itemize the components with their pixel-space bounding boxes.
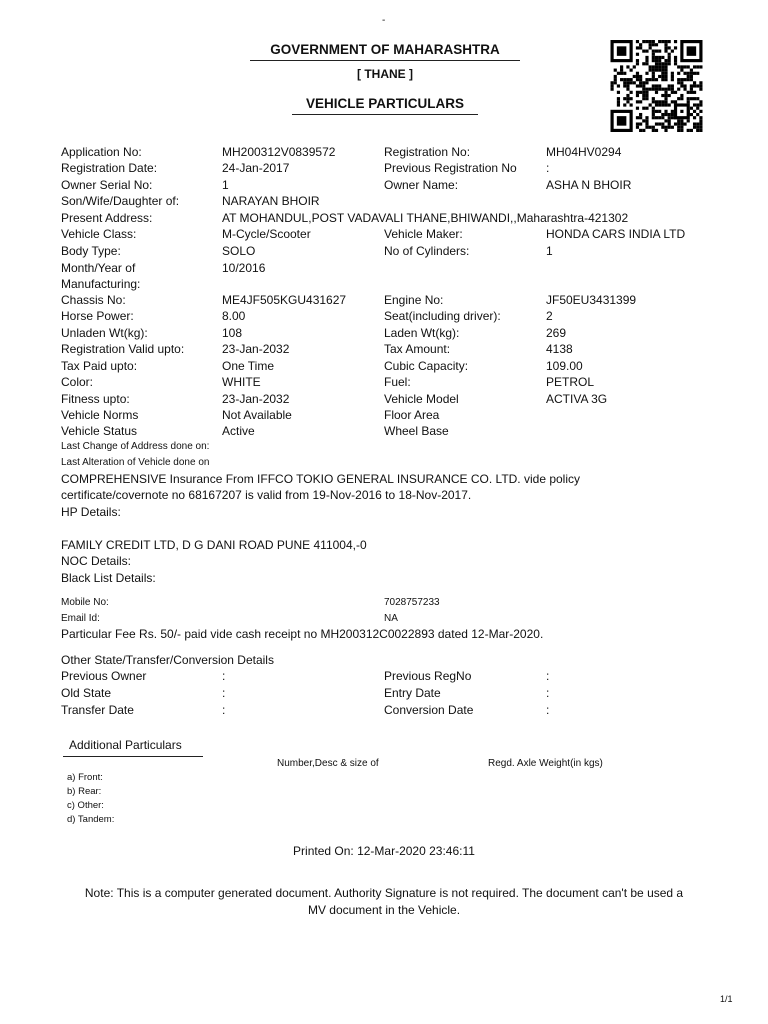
value-registration-no: MH04HV0294 (546, 145, 622, 159)
mobile-value: 7028757233 (384, 597, 440, 608)
value-entry-date: : (546, 686, 550, 700)
insurance-line-1: COMPREHENSIVE Insurance From IFFCO TOKIO GENERAL INSURANCE CO. LTD. vide policy (61, 472, 581, 486)
label-body-type: Body Type: (61, 244, 121, 258)
last-alteration: Last Alteration of Vehicle done on (61, 457, 210, 468)
label-application-no: Application No: (61, 145, 142, 159)
value-present-address: AT MOHANDUL,POST VADAVALI THANE,BHIWANDI,,Maharashtra-421302 (222, 211, 629, 225)
label-tax-amount: Tax Amount: (384, 342, 451, 356)
label-vehicle-maker: Vehicle Maker: (384, 227, 463, 241)
label-engine-no: Engine No: (384, 293, 444, 307)
value-relation: NARAYAN BHOIR (222, 194, 320, 208)
value-vehicle-norms: Not Available (222, 408, 292, 422)
header-dash: - (382, 15, 386, 26)
label-entry-date: Entry Date (384, 686, 441, 700)
value-application-no: MH200312V0839572 (222, 145, 336, 159)
axle-row-rear: b) Rear: (67, 786, 102, 797)
value-no-of-cylinders: 1 (546, 244, 553, 258)
value-vehicle-maker: HONDA CARS INDIA LTD (546, 227, 686, 241)
footer-note-line-1: Note: This is a computer generated document. Authority Signature is not required. The document can't be used a (84, 886, 684, 900)
label-fitness: Fitness upto: (61, 392, 130, 406)
label-registration-valid: Registration Valid upto: (61, 342, 185, 356)
value-owner-name: ASHA N BHOIR (546, 178, 632, 192)
value-registration-valid: 23-Jan-2032 (222, 342, 290, 356)
label-month-year-mfg-line1: Month/Year of (61, 261, 136, 275)
value-vehicle-model: ACTIVA 3G (546, 392, 608, 406)
label-wheel-base: Wheel Base (384, 424, 449, 438)
value-previous-regno: : (546, 669, 550, 683)
axle-row-other: c) Other: (67, 800, 104, 811)
label-relation: Son/Wife/Daughter of: (61, 194, 180, 208)
axle-row-front: a) Front: (67, 772, 103, 783)
label-laden-wt: Laden Wt(kg): (384, 326, 460, 340)
value-body-type: SOLO (222, 244, 256, 258)
value-seating: 2 (546, 309, 553, 323)
document-title: VEHICLE PARTICULARS (292, 96, 478, 115)
value-horse-power: 8.00 (222, 309, 246, 323)
value-transfer-date: : (222, 703, 226, 717)
label-vehicle-class: Vehicle Class: (61, 227, 137, 241)
value-month-year-mfg: 10/2016 (222, 261, 266, 275)
value-unladen-wt: 108 (222, 326, 243, 340)
label-no-of-cylinders: No of Cylinders: (384, 244, 470, 258)
government-heading: GOVERNMENT OF MAHARASHTRA (250, 42, 520, 61)
value-owner-serial-no: 1 (222, 178, 229, 192)
label-vehicle-status: Vehicle Status (61, 424, 138, 438)
value-cubic-capacity: 109.00 (546, 359, 583, 373)
label-fuel: Fuel: (384, 375, 411, 389)
label-old-state: Old State (61, 686, 112, 700)
value-old-state: : (222, 686, 226, 700)
last-change-address: Last Change of Address done on: (61, 441, 210, 452)
label-color: Color: (61, 375, 94, 389)
label-tax-paid: Tax Paid upto: (61, 359, 138, 373)
column-number-desc: Number,Desc & size of (277, 758, 379, 769)
value-tax-amount: 4138 (546, 342, 573, 356)
value-previous-owner: : (222, 669, 226, 683)
value-tax-paid: One Time (222, 359, 275, 373)
value-laden-wt: 269 (546, 326, 567, 340)
label-transfer-date: Transfer Date (61, 703, 134, 717)
value-vehicle-status: Active (222, 424, 255, 438)
office-heading: [ THANE ] (357, 67, 413, 81)
label-floor-area: Floor Area (384, 408, 440, 422)
label-registration-no: Registration No: (384, 145, 471, 159)
label-unladen-wt: Unladen Wt(kg): (61, 326, 148, 340)
column-axle-weight: Regd. Axle Weight(in kgs) (488, 758, 603, 769)
additional-particulars-heading: Additional Particulars (63, 738, 203, 757)
value-fitness: 23-Jan-2032 (222, 392, 290, 406)
label-owner-serial-no: Owner Serial No: (61, 178, 153, 192)
label-vehicle-model: Vehicle Model (384, 392, 459, 406)
label-chassis-no: Chassis No: (61, 293, 126, 307)
value-color: WHITE (222, 375, 261, 389)
value-registration-date: 24-Jan-2017 (222, 161, 290, 175)
label-previous-registration-no: Previous Registration No (384, 161, 517, 175)
value-fuel: PETROL (546, 375, 595, 389)
page-number: 1/1 (720, 994, 733, 1004)
printed-on: Printed On: 12-Mar-2020 23:46:11 (293, 844, 475, 858)
email-value: NA (384, 613, 398, 624)
qr-code-icon (606, 40, 707, 132)
label-conversion-date: Conversion Date (384, 703, 474, 717)
label-present-address: Present Address: (61, 211, 153, 225)
insurance-line-2: certificate/covernote no 68167207 is valid from 19-Nov-2016 to 18-Nov-2017. (61, 488, 472, 502)
label-owner-name: Owner Name: (384, 178, 459, 192)
footer-note-line-2: MV document in the Vehicle. (307, 903, 461, 917)
noc-details-label: NOC Details: (61, 554, 132, 568)
mobile-label: Mobile No: (61, 597, 109, 608)
transfer-heading: Other State/Transfer/Conversion Details (61, 653, 274, 667)
label-vehicle-norms: Vehicle Norms (61, 408, 139, 422)
fee-note: Particular Fee Rs. 50/- paid vide cash receipt no MH200312C0022893 dated 12-Mar-2020. (61, 627, 544, 641)
email-label: Email Id: (61, 613, 100, 624)
label-previous-owner: Previous Owner (61, 669, 147, 683)
hp-details-label: HP Details: (61, 505, 121, 519)
value-previous-registration-no: : (546, 161, 550, 175)
value-engine-no: JF50EU3431399 (546, 293, 637, 307)
label-registration-date: Registration Date: (61, 161, 158, 175)
value-vehicle-class: M-Cycle/Scooter (222, 227, 311, 241)
axle-row-tandem: d) Tandem: (67, 814, 115, 825)
value-conversion-date: : (546, 703, 550, 717)
label-cubic-capacity: Cubic Capacity: (384, 359, 469, 373)
label-seating: Seat(including driver): (384, 309, 501, 323)
black-list-label: Black List Details: (61, 571, 156, 585)
label-month-year-mfg-line2: Manufacturing: (61, 277, 141, 291)
label-previous-regno: Previous RegNo (384, 669, 472, 683)
label-horse-power: Horse Power: (61, 309, 134, 323)
hp-details-value: FAMILY CREDIT LTD, D G DANI ROAD PUNE 411004,-0 (61, 538, 367, 552)
value-chassis-no: ME4JF505KGU431627 (222, 293, 347, 307)
